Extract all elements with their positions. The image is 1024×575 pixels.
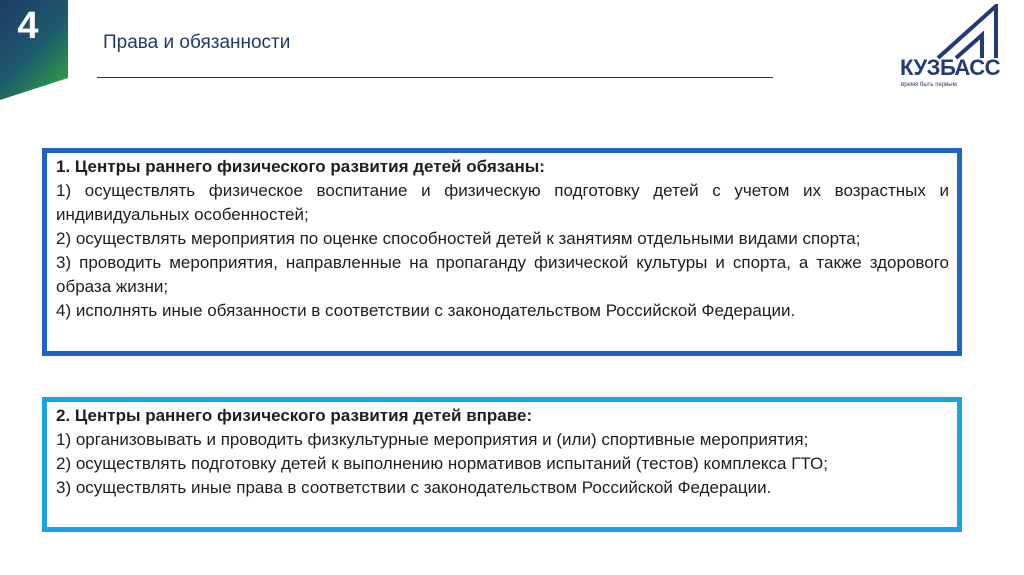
kuzbass-logo (896, 4, 1014, 92)
slide-number: 4 (17, 5, 39, 47)
obligation-item: 1) осуществлять физическое воспитание и физическую подготовку детей с учетом их возрастных и индивидуальных особенностей; (56, 181, 949, 224)
right-item: 1) организовывать и проводить физкультурные мероприятия и (или) спортивные мероприятия; (56, 430, 809, 449)
rights-heading: 2. Центры раннего физического развития детей вправе: (56, 406, 533, 425)
obligation-item: 3) проводить мероприятия, направленные на пропаганду физической культуры и спорта, а также здорового образа жизни; (56, 253, 949, 296)
right-item: 2) осуществлять подготовку детей к выполнению нормативов испытаний (тестов) комплекса ГТО; (56, 454, 828, 473)
page-title: Права и обязанности (103, 32, 291, 53)
obligations-box (42, 148, 962, 356)
logo-name: КУЗБАСС (900, 55, 1001, 80)
rights-box (42, 397, 962, 532)
logo-tagline: время быть первым (901, 82, 957, 88)
title-divider (97, 77, 773, 78)
obligations-heading: 1. Центры раннего физического развития детей обязаны: (56, 157, 545, 176)
obligation-item: 2) осуществлять мероприятия по оценке способностей детей к занятиям отдельными видами спорта; (56, 229, 861, 248)
logo-mark-icon (932, 4, 1008, 60)
right-item: 3) осуществлять иные права в соответствии с законодательством Российской Федерации. (56, 478, 772, 497)
obligation-item: 4) исполнять иные обязанности в соответствии с законодательством Российской Федерации. (56, 301, 796, 320)
